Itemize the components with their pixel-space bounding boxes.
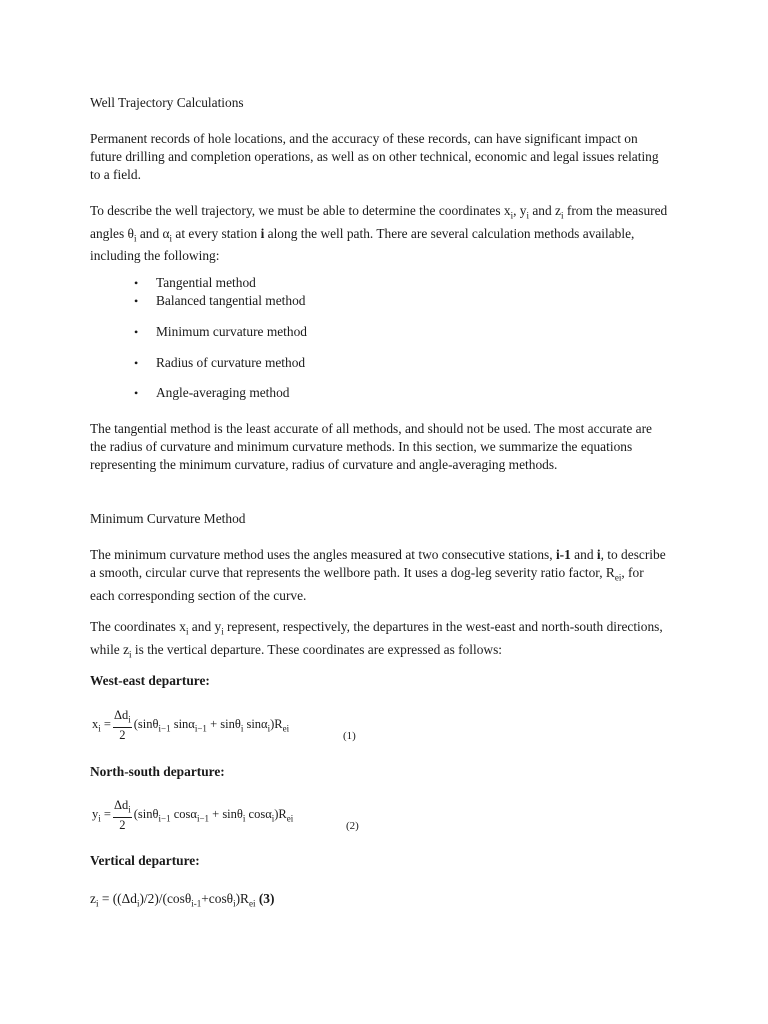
equation-2-body: (sinθ$_{i-1}$ cosα$_{i-1}$ + sinθ$_i$ $\cos\alpha_i)R_{ei}$ <box>133 806 294 823</box>
bullet-icon: • <box>134 356 139 370</box>
equation-3: $z_i = ((\Delta d_i)/2)/(\cos\theta_{i-1}+\cos\theta_i)R_{ei}$ (3) <box>90 891 275 909</box>
equation-1-number: (1) <box>343 730 356 742</box>
equation-1-lhs: $x_i$ = <box>92 716 111 733</box>
equation-1-body: (sinθ$_{i-1}$ sinα$_{i-1}$ + sinθ$_i$ $\sin\alpha_i)R_{ei}$ <box>133 716 290 733</box>
equation-2-number: (2) <box>346 820 359 832</box>
equation-1 <box>92 708 289 742</box>
bullet-icon: • <box>134 276 139 290</box>
document-title: Well Trajectory Calculations <box>90 95 244 110</box>
equation-1-fraction: $\frac{\Delta d_i}{2}$ <box>113 708 131 742</box>
list-item: • Balanced tangential method <box>134 293 306 308</box>
bullet-icon: • <box>134 325 139 339</box>
equation-2-lhs: $y_i$ = <box>92 806 111 823</box>
list-item: • Minimum curvature method <box>134 324 307 339</box>
equation-2 <box>92 798 293 832</box>
equation-2-fraction: $\frac{\Delta d_i}{2}$ <box>113 798 131 832</box>
list-item: • Radius of curvature method <box>134 355 306 370</box>
min-curvature-paragraph: The minimum curvature method uses the angles measured at two consecutive stations, i-1 and i, to describe a smooth, circular curve that represents the wellbore path. It uses a dog-leg severity ratio factor, $R_{ei}$, for each corresponding section of the curve. <box>90 547 666 603</box>
intro-paragraph: Permanent records of hole locations, and the accuracy of these records, can have significant impact on future drilling and completion operations, as well as on other technical, economic and legal issues relating to a field. <box>90 131 659 182</box>
bullet-icon: • <box>134 386 139 400</box>
vertical-label: Vertical departure: <box>90 853 200 868</box>
min-curvature-heading: Minimum Curvature Method <box>90 511 246 526</box>
list-item: • Angle-averaging method <box>134 385 290 400</box>
equation-3-number: (3) <box>258 891 275 906</box>
west-east-label: West-east departure: <box>90 673 210 688</box>
list-item: • Tangential method <box>134 275 256 290</box>
north-south-label: North-south departure: <box>90 764 225 779</box>
bullet-icon: • <box>134 294 139 308</box>
coordinates-paragraph: The coordinates $x_i$ and $y_i$ represent, respectively, the departures in the west-east and north-south directions, while $z_i$ is the vertical departure. These coordinates are expressed as follows: <box>90 619 663 660</box>
accuracy-paragraph: The tangential method is the least accurate of all methods, and should not be used. The most accurate are the radius of curvature and minimum curvature methods. In this section, we summarize the equations representing the minimum curvature, radius of curvature and angle-averaging methods. <box>90 421 652 472</box>
describe-paragraph: To describe the well trajectory, we must be able to determine the coordinates $x_i$, $y_i$ and $z_i$ from the measured angles $\theta_i$ and $\alpha_i$ at every station i along the well path. There are several calculation methods available, including the following: <box>90 203 668 264</box>
